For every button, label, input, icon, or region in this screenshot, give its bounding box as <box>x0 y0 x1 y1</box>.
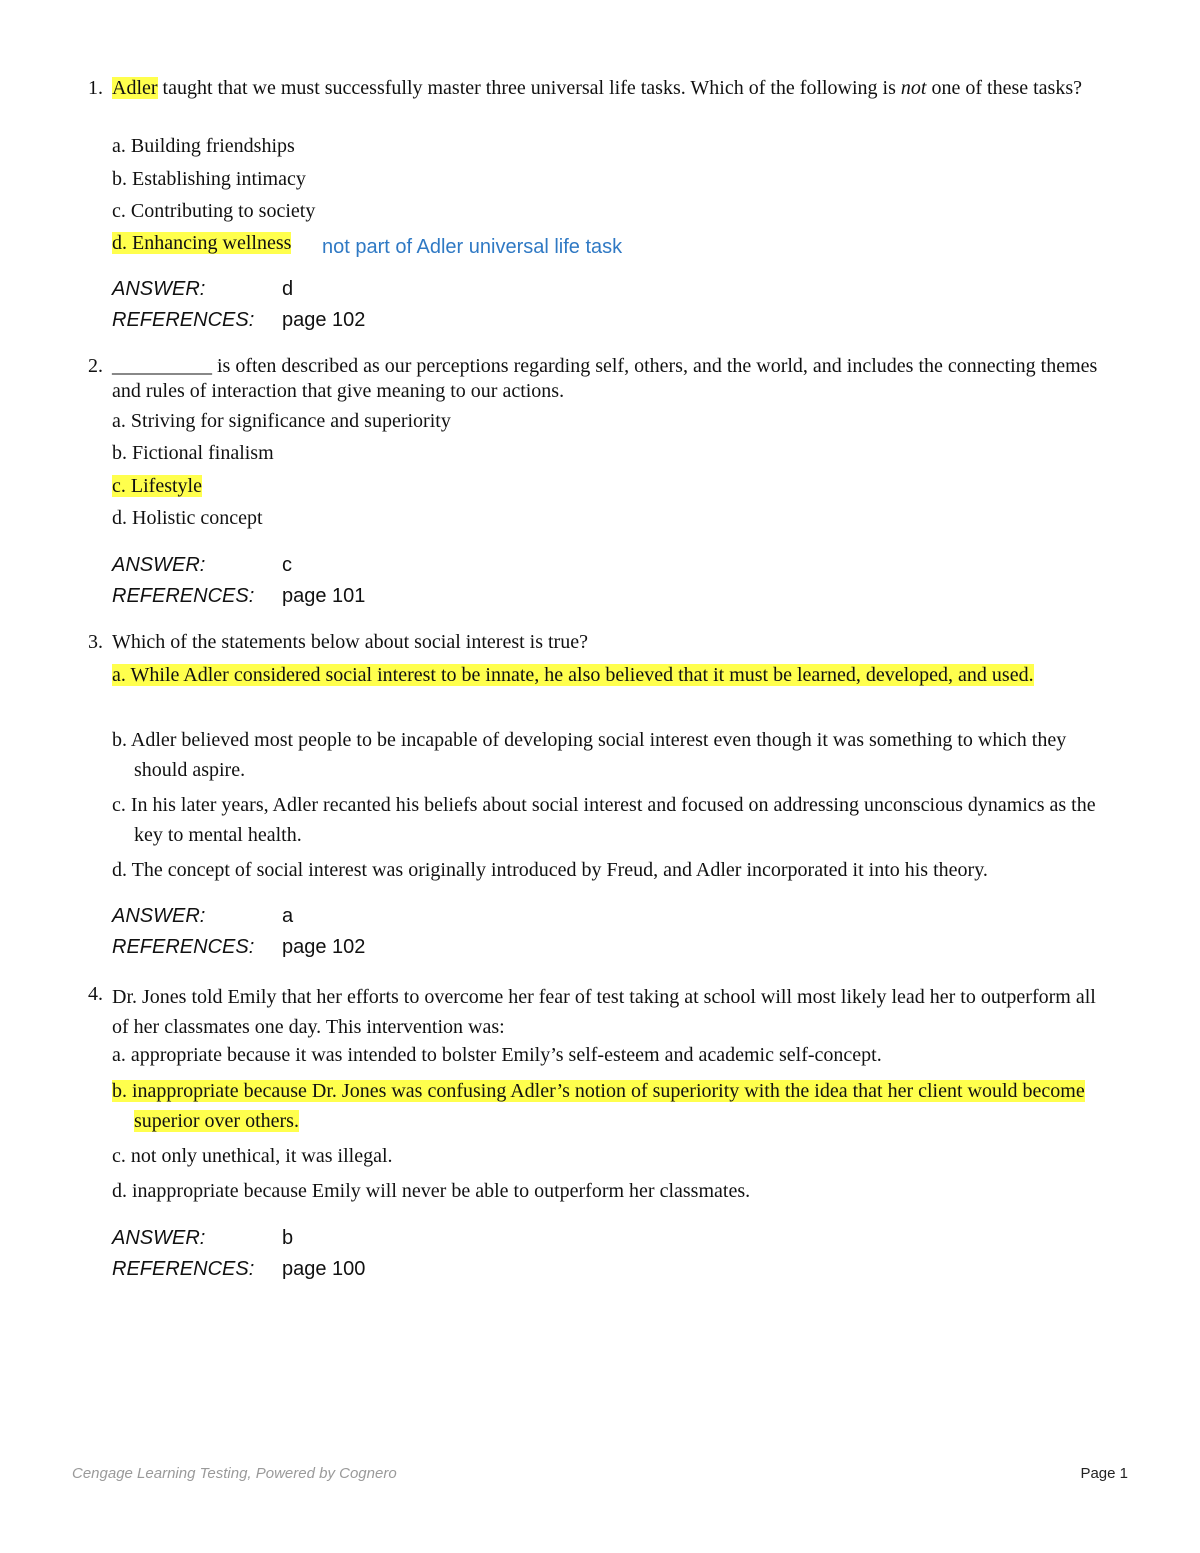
highlighted-option <box>112 1080 1085 1132</box>
option-b <box>112 438 1102 468</box>
stem-text: taught that we must successfully master three universal life tasks. Which of the following is <box>157 77 901 99</box>
option-text: In his later years, Adler recanted his beliefs about social interest and focused on addressing unconscious dynamics as the key to mental health. <box>125 794 1096 846</box>
option-letter: b. <box>112 729 127 751</box>
answer-label: ANSWER: <box>112 554 206 576</box>
option-text: appropriate because it was intended to bolster Emily’s self-esteem and academic self-concept. <box>125 1044 882 1066</box>
option-text: Adler believed most people to be incapable of developing social interest even though it was something to which they should aspire. <box>127 729 1067 781</box>
question-number: 2. <box>88 355 103 377</box>
option-letter: d. <box>112 859 127 881</box>
question-number: 1. <box>88 77 103 99</box>
highlighted-word: Adler <box>112 77 158 99</box>
answer-label: ANSWER: <box>112 1227 206 1249</box>
references-label: REFERENCES: <box>112 309 255 331</box>
option-text: not only unethical, it was illegal. <box>125 1145 393 1167</box>
question-stem: Dr. Jones told Emily that her efforts to overcome her fear of test taking at school will most likely lead her to outperform all of her classmates one day. This intervention was: <box>112 986 1096 1038</box>
question-stem: __________ is often described as our perceptions regarding self, others, and the world, and includes the connecting themes and rules of interaction that give meaning to our actions. <box>112 355 1098 402</box>
stem-italic: not <box>900 77 927 99</box>
highlighted-option <box>112 664 1034 686</box>
stem-text: one of these tasks? <box>926 77 1082 99</box>
question-number: 4. <box>88 983 103 1005</box>
option-a <box>112 660 1124 690</box>
answer-line <box>112 903 293 929</box>
option-a <box>112 1040 1124 1070</box>
references-line <box>112 583 365 609</box>
references-label: REFERENCES: <box>112 585 255 607</box>
references-line <box>112 307 365 333</box>
option-a <box>112 131 1102 161</box>
answer-label: ANSWER: <box>112 278 206 300</box>
references-label: REFERENCES: <box>112 1258 255 1280</box>
answer-line <box>112 552 292 578</box>
references-value: page 101 <box>282 585 366 607</box>
option-letter: b. <box>112 168 127 190</box>
option-text: Striving for significance and superiority <box>125 410 451 432</box>
references-line <box>112 934 365 960</box>
option-a <box>112 406 1102 436</box>
option-letter: c. <box>112 1145 126 1167</box>
option-letter: a. <box>112 410 126 432</box>
option-d <box>112 503 1102 533</box>
answer-value: b <box>282 1227 294 1249</box>
option-letter: c. <box>112 200 126 222</box>
option-d <box>112 855 1124 885</box>
option-d <box>112 1176 1124 1206</box>
option-text: Holistic concept <box>127 507 263 529</box>
option-letter: c. <box>112 475 126 497</box>
option-letter: b. <box>112 1080 127 1102</box>
question-stem <box>112 76 1112 101</box>
option-letter: a. <box>112 135 126 157</box>
references-line <box>112 1256 365 1282</box>
references-value: page 102 <box>282 309 366 331</box>
option-text: Fictional finalism <box>127 442 274 464</box>
option-letter: d. <box>112 507 127 529</box>
option-text: inappropriate because Dr. Jones was confusing Adler’s notion of superiority with the idea that her client would become superior over others. <box>127 1080 1085 1132</box>
question-number: 3. <box>88 631 103 653</box>
option-text: Enhancing wellness <box>127 232 292 254</box>
option-c <box>112 1141 1124 1171</box>
option-letter: a. <box>112 1044 126 1066</box>
footer-credit: Cengage Learning Testing, Powered by Cognero <box>72 1465 397 1482</box>
option-b <box>112 1076 1124 1136</box>
answer-line <box>112 276 293 302</box>
question-stem: Which of the statements below about social interest is true? <box>112 631 588 653</box>
answer-label: ANSWER: <box>112 905 206 927</box>
highlighted-option <box>112 475 202 497</box>
option-text: Building friendships <box>125 135 295 157</box>
answer-value: c <box>282 554 292 576</box>
references-value: page 100 <box>282 1258 366 1280</box>
highlighted-option <box>112 232 291 254</box>
answer-value: d <box>282 278 294 300</box>
option-text: inappropriate because Emily will never be able to outperform her classmates. <box>127 1180 751 1202</box>
option-letter: a. <box>112 664 126 686</box>
option-c <box>112 196 1102 226</box>
references-label: REFERENCES: <box>112 936 255 958</box>
answer-value: a <box>282 905 294 927</box>
annotation-note: not part of Adler universal life task <box>322 236 623 258</box>
option-b <box>112 164 1102 194</box>
references-value: page 102 <box>282 936 366 958</box>
option-letter: c. <box>112 794 126 816</box>
option-text: While Adler considered social interest to be innate, he also believed that it must be learned, developed, and used. <box>125 664 1034 686</box>
option-text: Contributing to society <box>125 200 316 222</box>
option-text: Establishing intimacy <box>127 168 306 190</box>
option-letter: d. <box>112 1180 127 1202</box>
option-letter: d. <box>112 232 127 254</box>
option-text: Lifestyle <box>125 475 202 497</box>
option-c <box>112 471 1102 501</box>
option-b <box>112 725 1124 785</box>
answer-line <box>112 1225 293 1251</box>
page-number: Page 1 <box>1080 1465 1128 1482</box>
option-letter: b. <box>112 442 127 464</box>
option-c <box>112 790 1124 850</box>
option-text: The concept of social interest was originally introduced by Freud, and Adler incorporated it into his theory. <box>127 859 988 881</box>
